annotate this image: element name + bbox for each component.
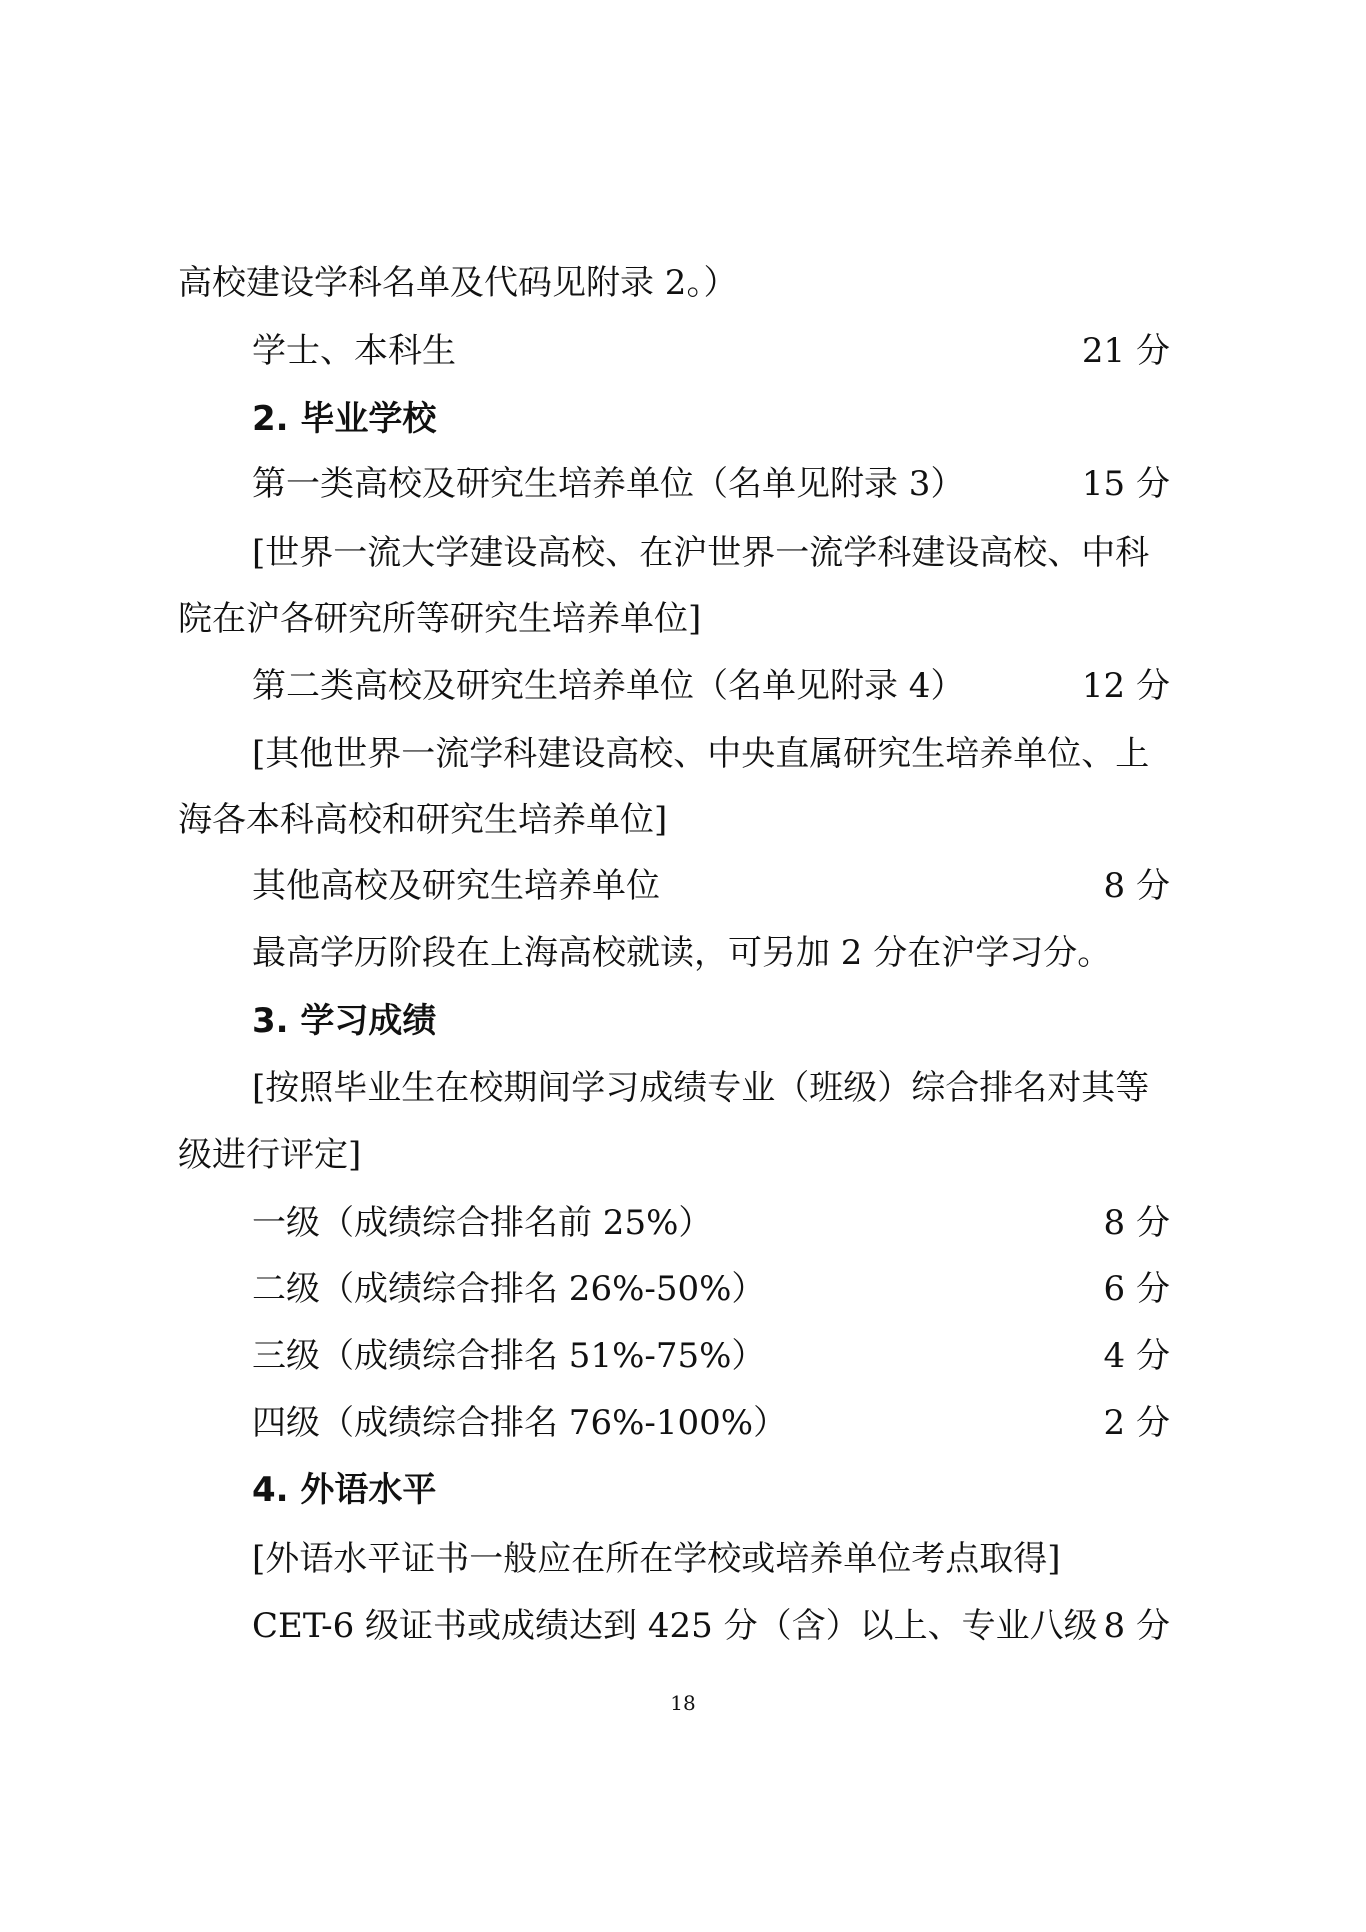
line-text: [外语水平证书一般应在所在学校或培养单位考点取得]	[252, 1539, 1061, 1579]
row-points: 21 分	[1081, 331, 1170, 371]
heading-text: 4. 外语水平	[252, 1470, 437, 1510]
score-row	[0, 661, 1366, 711]
score-row	[0, 1331, 1366, 1381]
heading-text: 3. 学习成绩	[252, 1001, 437, 1041]
page-number: 18	[670, 1691, 696, 1715]
row-label: 四级（成绩综合排名 76%-100%）	[252, 1403, 788, 1443]
row-label: 第一类高校及研究生培养单位（名单见附录 3）	[252, 464, 965, 504]
line-text: 院在沪各研究所等研究生培养单位]	[178, 599, 702, 639]
row-label: 学士、本科生	[252, 331, 456, 371]
score-row	[0, 1198, 1366, 1248]
score-row	[0, 326, 1366, 376]
score-row	[0, 459, 1366, 509]
section-heading	[0, 996, 1366, 1046]
section-heading	[0, 394, 1366, 444]
score-row	[0, 1398, 1366, 1448]
note-line	[0, 928, 1366, 978]
text-line	[0, 1130, 1366, 1180]
row-label: 一级（成绩综合排名前 25%）	[252, 1203, 713, 1243]
row-label: 二级（成绩综合排名 26%-50%）	[252, 1269, 766, 1309]
row-points: 8 分	[1103, 1203, 1170, 1243]
note-line	[0, 528, 1366, 578]
line-text: 高校建设学科名单及代码见附录 2。）	[178, 263, 738, 303]
text-line	[0, 258, 1366, 308]
row-points: 2 分	[1103, 1403, 1170, 1443]
note-line	[0, 1063, 1366, 1113]
row-label: 第二类高校及研究生培养单位（名单见附录 4）	[252, 666, 965, 706]
row-points: 8 分	[1103, 1606, 1170, 1646]
line-text: [世界一流大学建设高校、在沪世界一流学科建设高校、中科	[252, 533, 1150, 573]
line-text: 级进行评定]	[178, 1135, 362, 1175]
text-line	[0, 795, 1366, 845]
score-row	[0, 861, 1366, 911]
row-points: 6 分	[1103, 1269, 1170, 1309]
row-points: 4 分	[1103, 1336, 1170, 1376]
note-line	[0, 1534, 1366, 1584]
line-text: [按照毕业生在校期间学习成绩专业（班级）综合排名对其等	[252, 1068, 1150, 1108]
row-label: 其他高校及研究生培养单位	[252, 866, 660, 906]
row-label: 三级（成绩综合排名 51%-75%）	[252, 1336, 766, 1376]
row-points: 8 分	[1103, 866, 1170, 906]
score-row	[0, 1601, 1366, 1651]
text-line	[0, 594, 1366, 644]
row-points: 12 分	[1081, 666, 1170, 706]
line-text: 海各本科高校和研究生培养单位]	[178, 800, 668, 840]
line-text: [其他世界一流学科建设高校、中央直属研究生培养单位、上	[252, 734, 1150, 774]
heading-text: 2. 毕业学校	[252, 399, 437, 439]
section-heading	[0, 1465, 1366, 1515]
row-points: 15 分	[1081, 464, 1170, 504]
note-line	[0, 729, 1366, 779]
score-row	[0, 1264, 1366, 1314]
row-label: CET-6 级证书或成绩达到 425 分（含）以上、专业八级	[252, 1606, 1098, 1646]
line-text: 最高学历阶段在上海高校就读，可另加 2 分在沪学习分。	[252, 933, 1112, 973]
